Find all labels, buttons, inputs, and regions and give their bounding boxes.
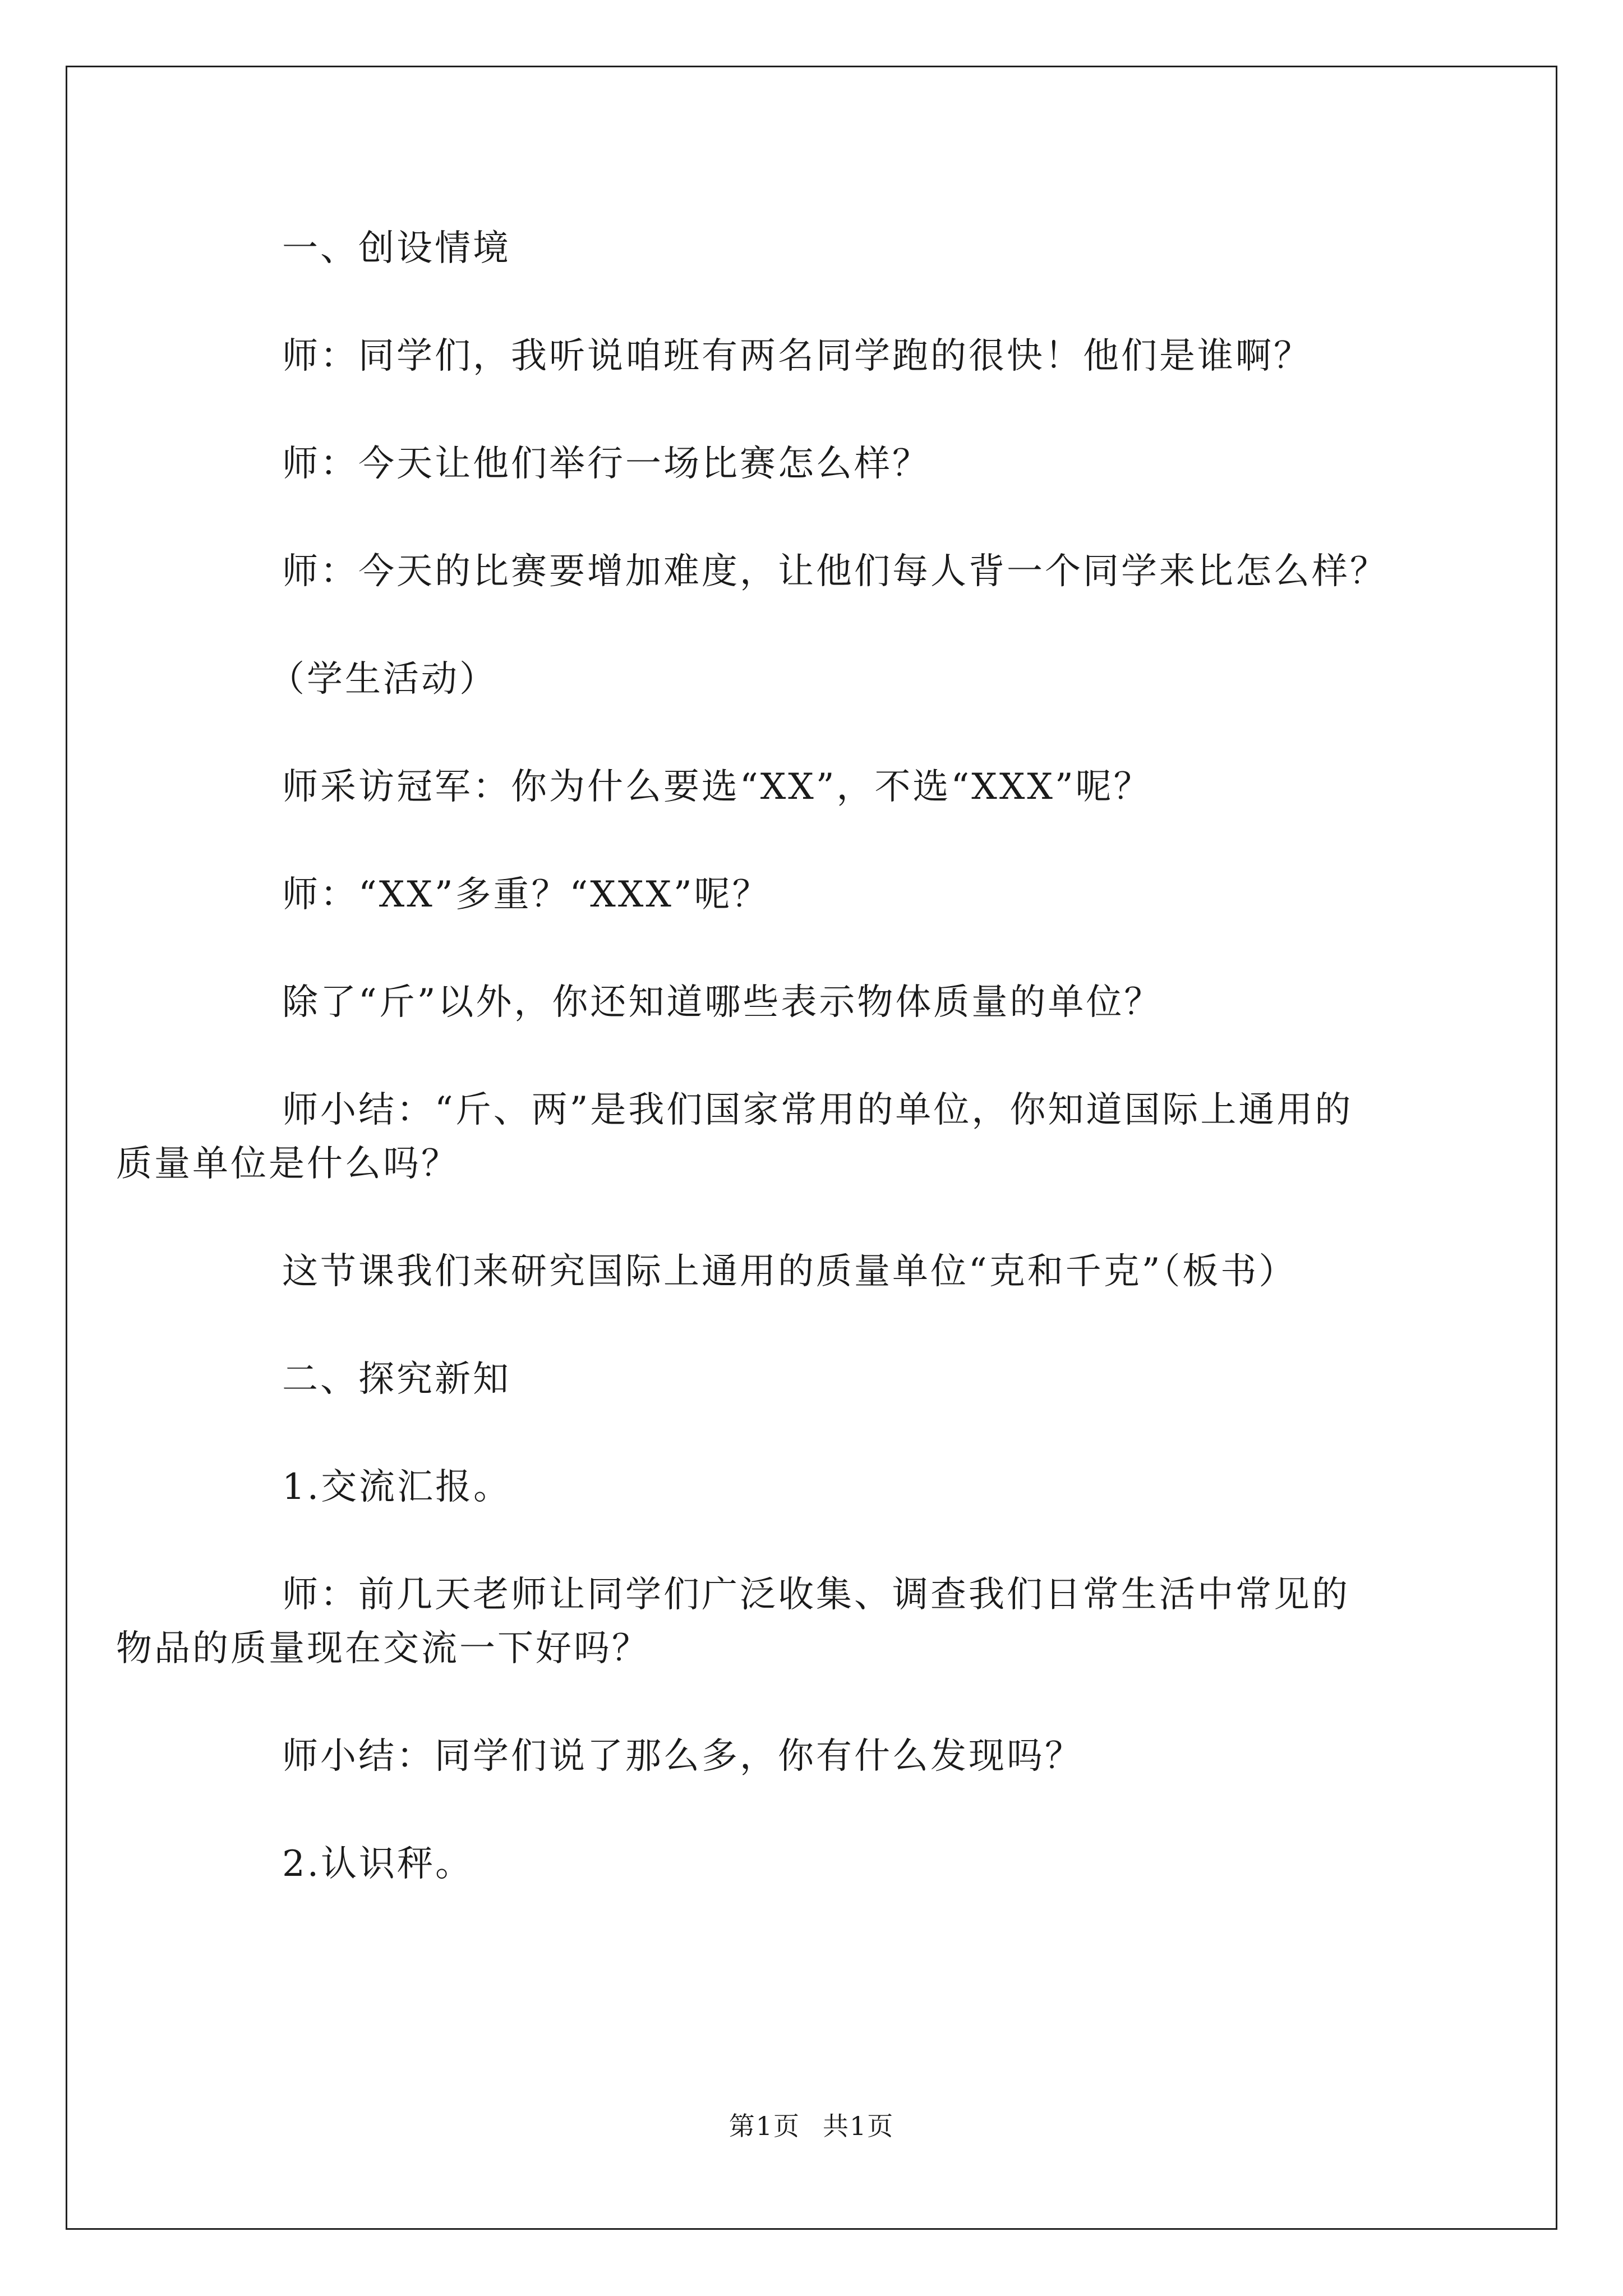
paragraph: 师：前几天老师让同学们广泛收集、调查我们日常生活中常见的物品的质量现在交流一下好吗？ <box>116 1574 1350 1669</box>
section-heading-2: 二、探究新知 <box>282 1359 511 1400</box>
document-body <box>116 222 1453 1945</box>
paragraph: 师小结：同学们说了那么多，你有什么发现吗？ <box>282 1736 1083 1777</box>
list-item: 1.交流汇报。 <box>282 1466 512 1508</box>
paragraph: 师：今天让他们举行一场比赛怎么样？ <box>282 443 930 485</box>
paragraph: 这节课我们来研究国际上通用的质量单位“克和千克”（板书） <box>282 1251 1297 1292</box>
paragraph: 师：同学们，我听说咱班有两名同学跑的很快！他们是谁啊？ <box>282 335 1312 377</box>
page-number: 第1页 <box>728 2111 800 2141</box>
paragraph: 除了“斤”以外，你还知道哪些表示物体质量的单位？ <box>282 982 1163 1023</box>
paragraph: （学生活动） <box>269 659 497 700</box>
paragraph: 师：“XX”多重？“XXX”呢？ <box>282 874 771 915</box>
paragraph: 师采访冠军：你为什么要选“XX”，不选“XXX”呢？ <box>282 766 1152 808</box>
page-footer <box>0 2109 1623 2143</box>
section-heading-1: 一、创设情境 <box>282 228 511 269</box>
paragraph: 师：今天的比赛要增加难度，让他们每人背一个同学来比怎么样？ <box>282 551 1388 592</box>
list-item: 2.认识秤。 <box>282 1843 474 1885</box>
page-total: 共1页 <box>823 2111 895 2141</box>
paragraph: 师小结：“斤、两”是我们国家常用的单位，你知道国际上通用的质量单位是什么吗？ <box>116 1089 1353 1185</box>
